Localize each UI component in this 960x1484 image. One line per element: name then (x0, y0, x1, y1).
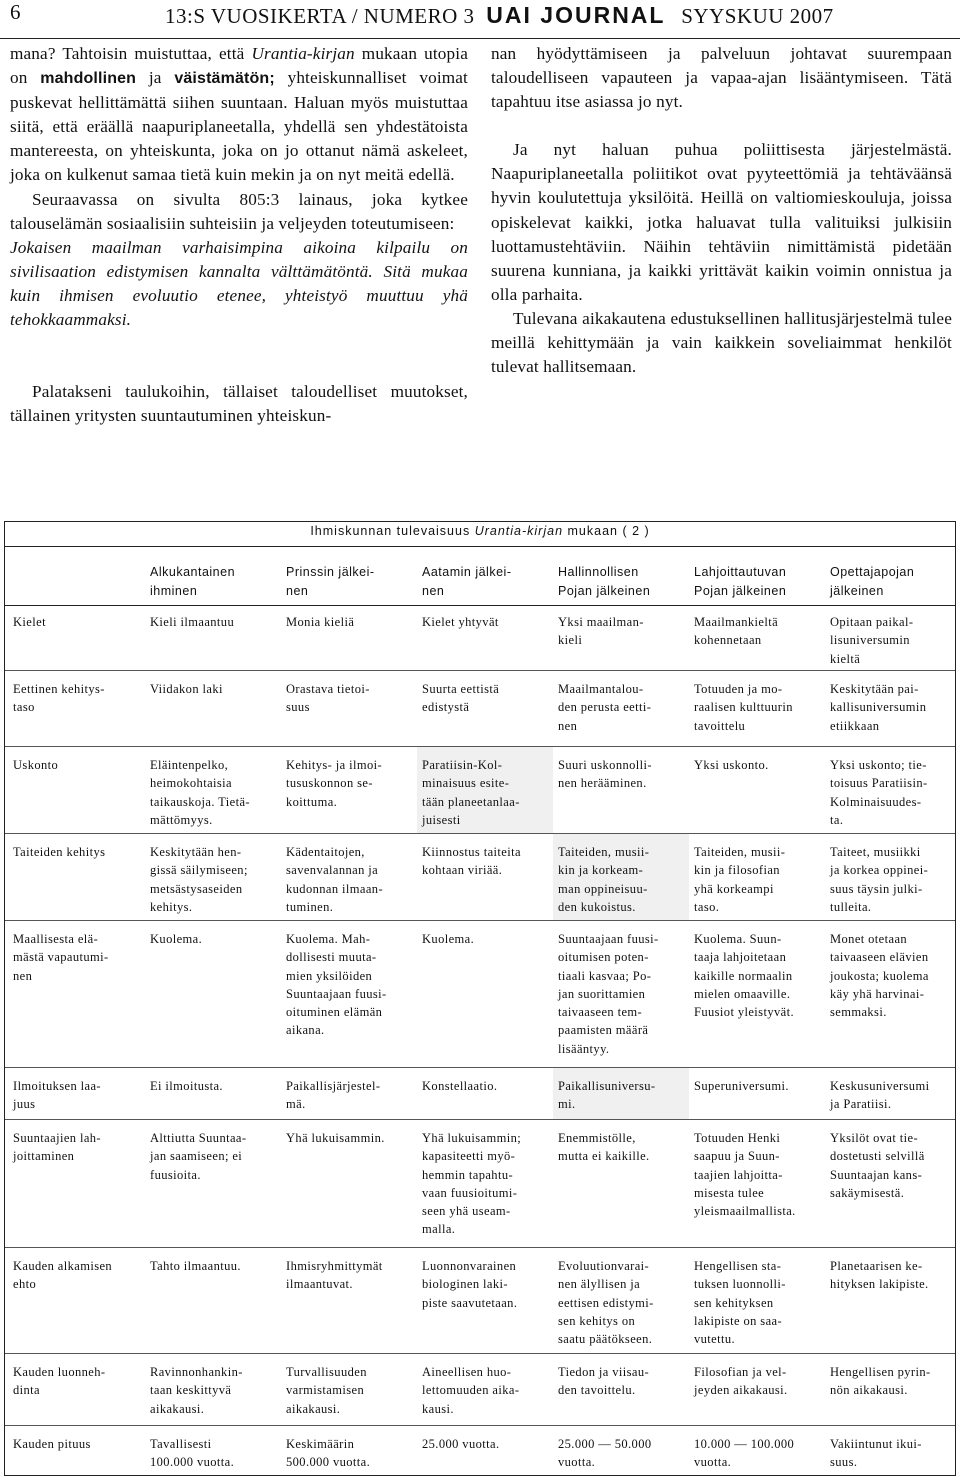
table-cell: Kädentaitojen, savenvalannan ja kudonnan ilmaan- tuminen. (286, 845, 384, 914)
table-cell: Suuri uskonnolli- nen herääminen. (558, 758, 652, 791)
table-cell: Totuuden Henki saapuu ja Suun- taajien lahjoittа- misesta tulee yleismaailmallista. (694, 1131, 796, 1219)
row-divider (5, 1247, 955, 1248)
emphasis: väistämätön; (174, 70, 275, 88)
table-cell: Maailmankieltä kohennetaan (694, 615, 779, 648)
paragraph (10, 42, 468, 188)
paragraph: Palatakseni taulukoihin, tällaiset taloudelliset muutokset, tällainen yritysten suuntautuminen yhteiskun- (10, 382, 468, 426)
issue-label: 13:S VUOSIKERTA / NUMERO 3 (165, 4, 475, 28)
table-cell: Superuniversumi. (694, 1079, 789, 1093)
table-cell: Yksilöt ovat tie- dostetusti selvillä Suuntaajan kans- sakäymisestä. (830, 1131, 925, 1200)
table-cell: Kuolema. Mah- dollisesti muuta- mien yksilöiden Suuntaajaan fuusi- oituminen elämän aikana. (286, 932, 387, 1038)
table-title (0, 524, 960, 538)
row-label: Kauden luonneh- dinta (13, 1365, 106, 1398)
table-cell: Taiteiden, musii- kin ja filosofian yhä korkeampi taso. (694, 845, 786, 914)
table-frame (4, 521, 956, 1476)
table-cell: Ihmisryhmittymät ilmaantuvat. (286, 1259, 383, 1292)
row-divider (5, 833, 955, 834)
table-cell: 25.000 — 50.000 vuotta. (558, 1437, 652, 1470)
table-cell: Evoluutionvarai- nen älyllisen ja eettisen edistymi- sen kehitys on saatu päätökseen. (558, 1259, 654, 1347)
table-cell: Kielet yhtyvät (422, 615, 499, 629)
table-cell: Viidakon laki (150, 682, 223, 696)
table-cell: Eläintenpelko, heimokohtaisia taikauskoja. Tietä- mättömyys. (150, 758, 250, 827)
row-label: Kielet (13, 615, 46, 629)
table-cell: Kiinnostus taiteita kohtaan viriää. (422, 845, 521, 878)
column-header: Aatamin jälkei- nen (422, 565, 512, 598)
column-header: Lahjoittautuvan Pojan jälkeinen (694, 565, 787, 598)
row-divider (5, 670, 955, 671)
row-label: Uskonto (13, 758, 59, 772)
issue-date: SYYSKUU 2007 (681, 4, 834, 28)
page-number: 6 (10, 0, 21, 24)
row-label: Maallisesta elä- mästä vapautumi- nen (13, 932, 109, 983)
table-cell: Paikallisjärjestel- mä. (286, 1079, 381, 1112)
table-cell: Kehitys- ja ilmoi- tususkonnon se- koittuma. (286, 758, 383, 809)
article-left-column (10, 42, 468, 428)
table-cell: Paikallisuniversu- mi. (558, 1079, 656, 1112)
row-divider (5, 1119, 955, 1120)
table-cell: Hengellisen pyrin- nön aikakausi. (830, 1365, 931, 1398)
row-label: Suuntaajien lah- joittaminen (13, 1131, 101, 1164)
table-cell: Tiedon ja viisau- den tavoittelu. (558, 1365, 650, 1398)
journal-name: UAI JOURNAL (486, 2, 666, 28)
text-run: mukaan utopia on (10, 44, 468, 88)
table-cell: Planetaarisen ke- hityksen lakipiste. (830, 1259, 929, 1292)
row-divider (5, 746, 955, 747)
table-cell: Konstellaatio. (422, 1079, 498, 1093)
table-cell: Keskitytään hen- gissä säilymiseen; metsästysaseiden kehitys. (150, 845, 248, 914)
table-cell: Yksi uskonto; tie- toisuus Paratiisin- Kolminaisuudes- ta. (830, 758, 928, 827)
book-title: Urantia-kirjan (474, 524, 564, 538)
table-cell: Vakiintunut ikui- suus. (830, 1437, 922, 1470)
column-header: Alkukantainen ihminen (150, 565, 236, 598)
row-divider (5, 1353, 955, 1354)
row-label: Taiteiden kehitys (13, 845, 106, 859)
divider (5, 605, 955, 606)
table-cell: Aineellisen huo- lettomuuden aika- kausi. (422, 1365, 520, 1416)
emphasis: mahdollinen (40, 70, 137, 88)
column-header: Opettajapojan jälkeinen (830, 565, 915, 598)
table-cell: Yhä lukuisammin; kapasiteetti myö- hemmin tapahtu- vaan fuusioitumi- seen yhä useam- malla. (422, 1131, 522, 1237)
table-cell: Yksi maailman- kieli (558, 615, 644, 648)
table-cell: Ei ilmoitusta. (150, 1079, 223, 1093)
page-header (0, 0, 960, 40)
text-run: ja (136, 68, 175, 88)
table-cell: Kuolema. (150, 932, 203, 946)
table-cell: Enemmistölle, mutta ei kaikille. (558, 1131, 650, 1164)
paragraph: nan hyödyttämiseen ja palveluun johtavat suurempaan taloudelliseen vapauteen ja vapaa-ajan lisääntymiseen. Tätä tapahtuu itse asiassa jo nyt. (491, 44, 952, 112)
header-rule (0, 38, 960, 39)
table-cell: Keskitytään pai- kallisuniversumin etiikkaan (830, 682, 927, 733)
article-right-column (491, 42, 952, 379)
row-label: Kauden pituus (13, 1437, 91, 1451)
paragraph: Seuraavassa on sivulta 805:3 lainaus, joka kytkee talouselämän sosiaalisiin suhteisiin ja veljeyden toteutumiseen: (10, 189, 468, 233)
table-cell: Tahto ilmaantuu. (150, 1259, 241, 1273)
table-cell: Kieli ilmaantuu (150, 615, 235, 629)
divider (5, 546, 955, 547)
table-cell: 25.000 vuotta. (422, 1437, 500, 1451)
column-header: Hallinnollisen Pojan jälkeinen (558, 565, 651, 598)
table-cell: Ravinnonhankin- taan keskittyvä aikakausi. (150, 1365, 243, 1416)
row-divider (5, 1067, 955, 1068)
table-cell: Yksi uskonto. (694, 758, 769, 772)
masthead (165, 2, 834, 29)
table-cell: Alttiutta Suuntaa- jan saamiseen; ei fuusioita. (150, 1131, 247, 1182)
table-cell: Hengellisen sta- tuksen luonnolli- sen kehityksen lakipiste on saa- vutettu. (694, 1259, 786, 1347)
column-header: Prinssin jälkei- nen (286, 565, 375, 598)
table-cell: Taiteet, musiikki ja korkea oppinei- suus täysin julki- tulleita. (830, 845, 929, 914)
quote: Jokaisen maailman varhaisimpina aikoina kilpailu on sivilisaation edistymisen kannalta välttämätöntä. Sitä mukaa kuin ihmisen evoluutio etenee, yhteistyö muuttuu yhä tehokkaammaksi. (10, 237, 468, 330)
table-cell: 10.000 — 100.000 vuotta. (694, 1437, 795, 1470)
table-cell: Orastava tietoi- suus (286, 682, 370, 715)
paragraph: Ja nyt haluan puhua poliittisesta järjestelmästä. Naapuriplaneetalla poliitikot ovat pyyteettömiä ja tehtäväänsä hyvin koulutettuja yksilöitä. Heillä on valtiomieskouluja, joissa opiskelevat kaikki, jotka haluavat tulla valituiksi julkisiin luottamustehtäviin. Näihin tehtäviin nimittämistä pidetään suurena kunniana, ja kaikki yrittävät kaikin voimin onnistua ja olla parhaita. (491, 140, 952, 304)
table-cell: Suurta eettistä edistystä (422, 682, 500, 715)
table-cell: Paratiisin-Kol- minaisuus esite- tään planeetanlaa- juisesti (422, 758, 520, 827)
table-cell: Luonnonvarainen biologinen laki- piste saavutetaan. (422, 1259, 518, 1310)
row-divider (5, 1425, 955, 1426)
table-cell: Taiteiden, musii- kin ja korkeam- man oppineisuu- den kukoistus. (558, 845, 650, 914)
row-label: Eettinen kehitys- taso (13, 682, 105, 715)
row-label: Kauden alkamisen ehto (13, 1259, 113, 1292)
table-cell: Monia kieliä (286, 615, 355, 629)
table-cell: Keskusuniversumi ja Paratiisi. (830, 1079, 930, 1112)
row-label: Ilmoituksen laa- juus (13, 1079, 101, 1112)
row-divider (5, 920, 955, 921)
table-cell: Kuolema. Suun- taaja lahjoitetaan kaikille normaalin mielen omaaville. Fuusiot yleistyvät. (694, 932, 794, 1020)
text-run: Ihmiskunnan tulevaisuus (310, 524, 475, 538)
book-title: Urantia-kirjan (251, 44, 355, 63)
table-cell: Maailmantalou- den perusta eetti- nen (558, 682, 652, 733)
text-run: mukaan ( 2 ) (563, 524, 650, 538)
table-cell: Monet otetaan taivaaseen elävien joukosta; kuolema käy yhä harvinai- semmaksi. (830, 932, 929, 1020)
table-cell: Opitaan paikal- lisuniversumin kieltä (830, 615, 914, 666)
table-cell: Turvallisuuden varmistamisen aikakausi. (286, 1365, 367, 1416)
table-cell: Tavallisesti 100.000 vuotta. (150, 1437, 235, 1470)
table-cell: Kuolema. (422, 932, 475, 946)
text-run: mana? Tahtoisin muistuttaa, että (10, 44, 252, 63)
table-cell: Filosofian ja vel- jeyden aikakausi. (694, 1365, 788, 1398)
table-cell: Yhä lukuisammin. (286, 1131, 385, 1145)
table-cell: Suuntaajaan fuusi- oitumisen poten- tiaali kasvaa; Po- jan suorittamien taivaaseen tem- paamisten määrä lisääntyy. (558, 932, 659, 1056)
paragraph: Tulevana aikakautena edustuksellinen hallitusjärjestelmä tulee meillä kehittymään ja vain kaikkein soveliaimmat henkilöt tulevat hallitsemaan. (491, 308, 952, 377)
text-run: yhteiskunnalliset voimat puskevat hellittämättä siihen suuntaan. Haluan myös muistuttaa siitä, että eräällä naapuriplaneetalla, yhdellä sen yhdestätoista mantereesta, on yhteiskunta, joka on jo ottanut nämä askeleet, joka on kulkenut samaa tietä kuin mekin ja on nyt meitä edellä. (10, 68, 468, 185)
table-cell: Keskimäärin 500.000 vuotta. (286, 1437, 371, 1470)
table-cell: Totuuden ja mo- raalisen kulttuurin tavoittelu (694, 682, 793, 733)
